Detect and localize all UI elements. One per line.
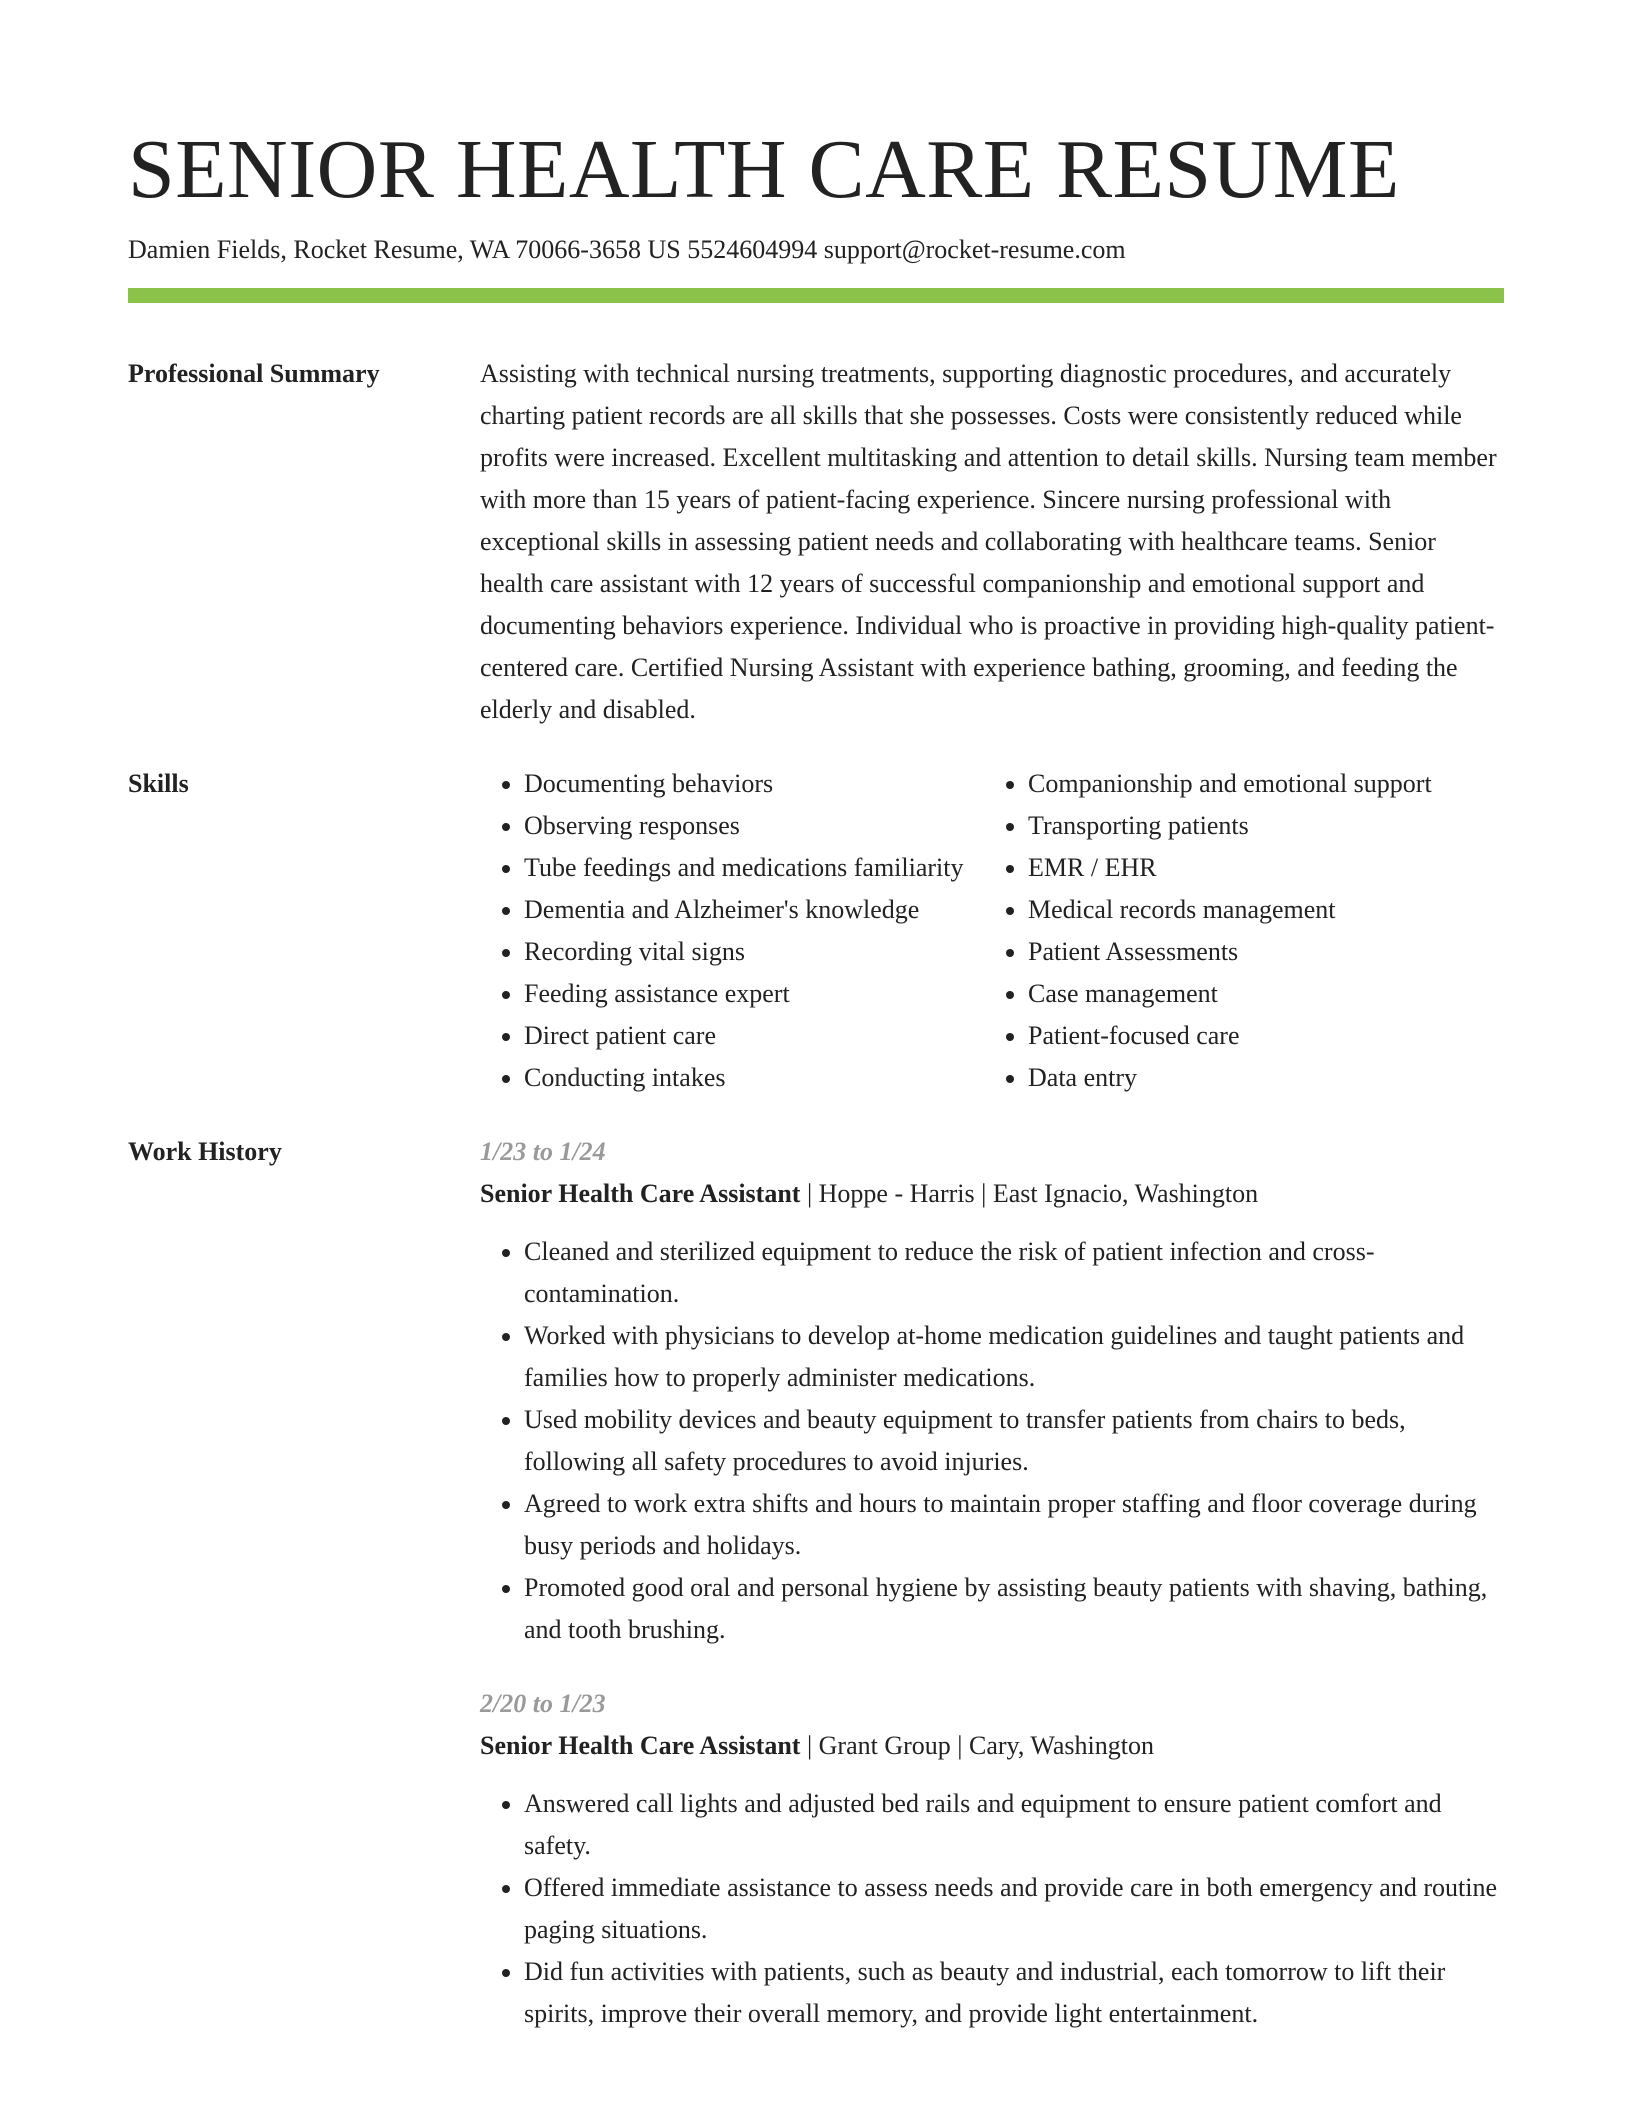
job-bullet: • Promoted good oral and personal hygiene by assisting beauty patients with shaving, bathing, and tooth brushing.	[524, 1567, 1504, 1651]
skill-item: • Documenting behaviors	[524, 763, 984, 805]
job-entry	[480, 1131, 1504, 1651]
job-bullet: • Did fun activities with patients, such as beauty and industrial, each tomorrow to lift their spirits, improve their overall memory, and provide light entertainment.	[524, 1951, 1504, 2035]
job-details: | Hoppe - Harris | East Ignacio, Washington	[800, 1179, 1259, 1208]
skill-item: • Patient-focused care	[1028, 1015, 1504, 1057]
job-title: Senior Health Care Assistant	[480, 1179, 801, 1208]
skill-item: • Recording vital signs	[524, 931, 984, 973]
job-bullet: • Worked with physicians to develop at-home medication guidelines and taught patients and families how to properly administer medications.	[524, 1315, 1504, 1399]
job-title: Senior Health Care Assistant	[480, 1731, 801, 1760]
job-bullet: • Answered call lights and adjusted bed rails and equipment to ensure patient comfort and safety.	[524, 1783, 1504, 1867]
skill-item: • Dementia and Alzheimer's knowledge	[524, 889, 984, 931]
skill-item: • Data entry	[1028, 1057, 1504, 1099]
section-label-work: Work History	[128, 1137, 282, 1166]
skill-item: • EMR / EHR	[1028, 847, 1504, 889]
contact-info: Damien Fields, Rocket Resume, WA 70066-3658 US 5524604994 support@rocket-resume.com	[128, 235, 1126, 264]
skill-item: • Tube feedings and medications familiarity	[524, 847, 984, 889]
skill-item: • Companionship and emotional support	[1028, 763, 1504, 805]
job-bullets	[480, 1231, 1504, 1651]
section-label-skills: Skills	[128, 769, 189, 798]
skill-item: • Patient Assessments	[1028, 931, 1504, 973]
skill-item: • Conducting intakes	[524, 1057, 984, 1099]
job-bullet: • Used mobility devices and beauty equipment to transfer patients from chairs to beds, following all safety procedures to avoid injuries.	[524, 1399, 1504, 1483]
skill-item: • Medical records management	[1028, 889, 1504, 931]
skill-item: • Feeding assistance expert	[524, 973, 984, 1015]
job-dates: 1/23 to 1/24	[480, 1137, 606, 1166]
work-history-section	[128, 1131, 1504, 2035]
job-bullet: • Offered immediate assistance to assess needs and provide care in both emergency and routine paging situations.	[524, 1867, 1504, 1951]
skills-list-left	[480, 763, 984, 1099]
job-bullets	[480, 1783, 1504, 2035]
skills-section	[128, 763, 1504, 1099]
skills-list-right	[984, 763, 1504, 1099]
professional-summary-section	[128, 353, 1504, 731]
job-details: | Grant Group | Cary, Washington	[800, 1731, 1154, 1760]
job-entry	[480, 1683, 1504, 2035]
job-heading	[480, 1725, 1504, 1767]
resume-title: SENIOR HEALTH CARE RESUME	[128, 123, 1400, 216]
skill-item: • Case management	[1028, 973, 1504, 1015]
job-dates: 2/20 to 1/23	[480, 1689, 606, 1718]
section-label-summary: Professional Summary	[128, 359, 380, 388]
summary-text: Assisting with technical nursing treatments, supporting diagnostic procedures, and accurately charting patient records are all skills that she possesses. Costs were consistently reduced while profits were increased. Excellent multitasking and attention to detail skills. Nursing team member with more than 15 years of patient-facing experience. Sincere nursing professional with exceptional skills in assessing patient needs and collaborating with healthcare teams. Senior health care assistant with 12 years of successful companionship and emotional support and documenting behaviors experience. Individual who is proactive in providing high-quality patient-centered care. Certified Nursing Assistant with experience bathing, grooming, and feeding the elderly and disabled.	[480, 359, 1497, 724]
job-bullet: • Cleaned and sterilized equipment to reduce the risk of patient infection and cross-contamination.	[524, 1231, 1504, 1315]
job-bullet: • Agreed to work extra shifts and hours to maintain proper staffing and floor coverage during busy periods and holidays.	[524, 1483, 1504, 1567]
skill-item: • Direct patient care	[524, 1015, 984, 1057]
skill-item: • Transporting patients	[1028, 805, 1504, 847]
accent-divider	[128, 288, 1504, 303]
skill-item: • Observing responses	[524, 805, 984, 847]
job-heading	[480, 1173, 1504, 1215]
